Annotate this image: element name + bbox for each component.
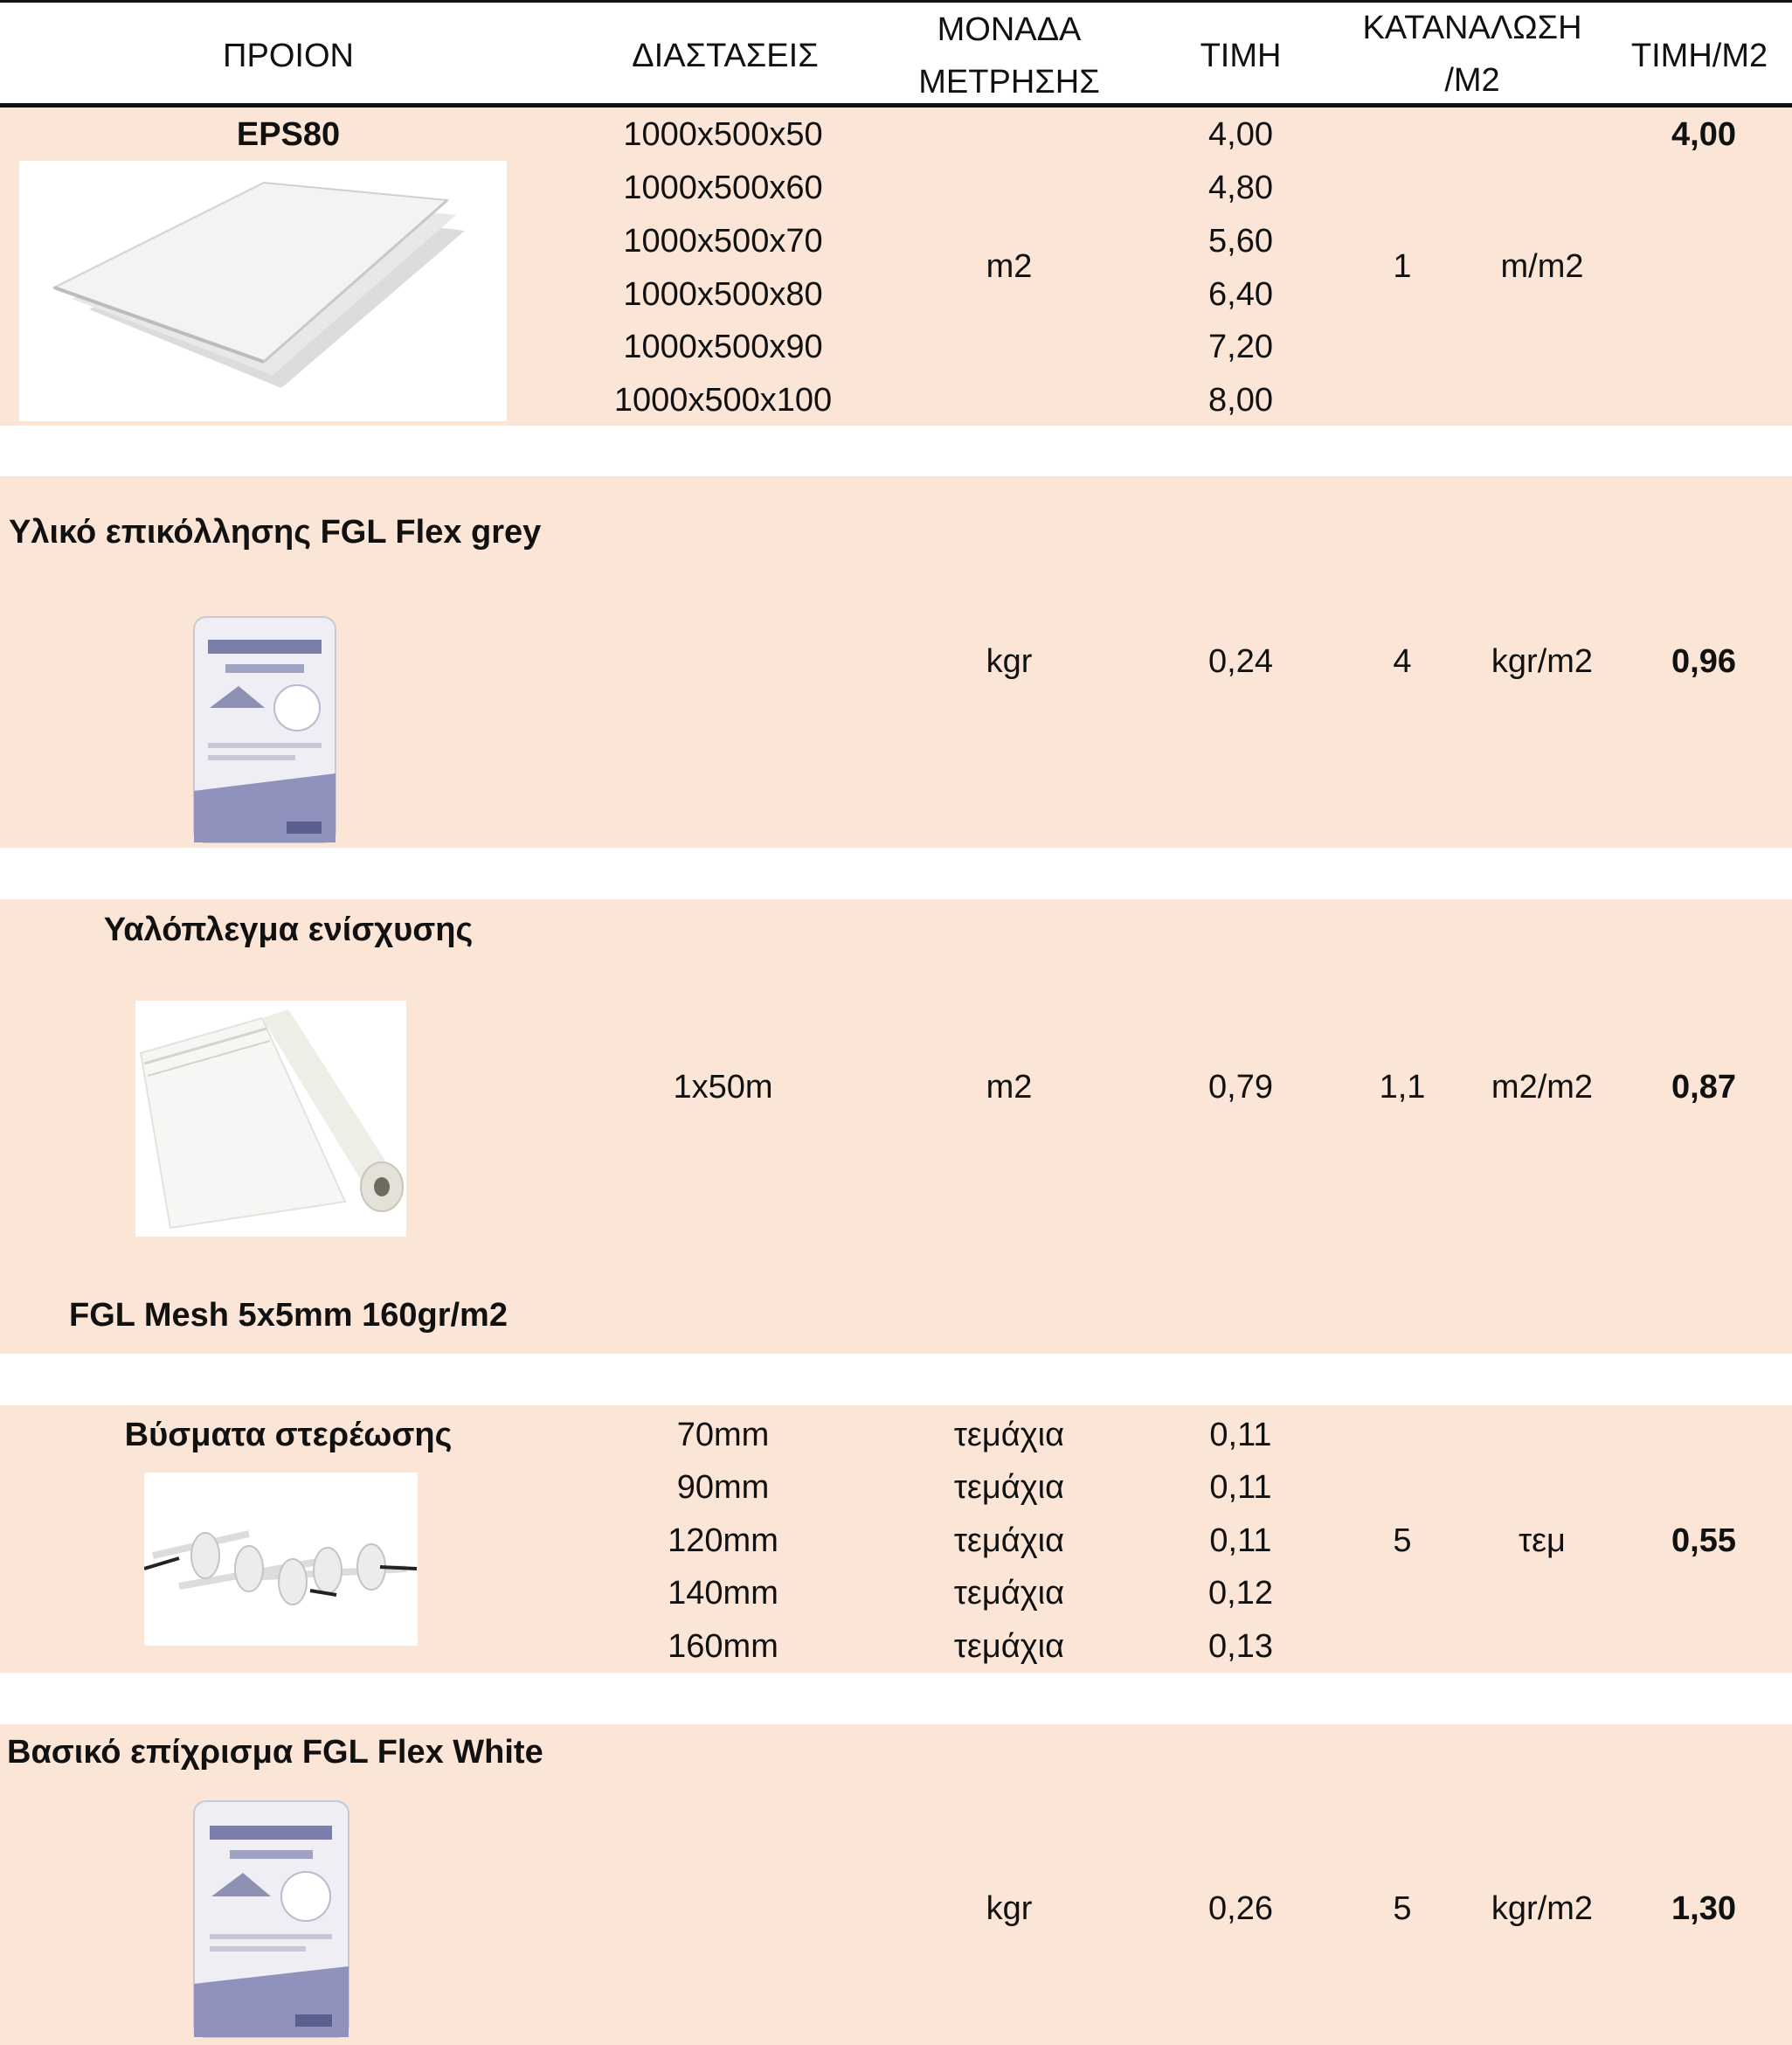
- top-rule: [0, 0, 1792, 3]
- price-per-m2-value: 0,96: [1671, 643, 1736, 680]
- product-name: EPS80: [236, 116, 341, 153]
- price-value: 4,00: [1208, 116, 1273, 153]
- mesh-roll-image: [135, 1001, 406, 1237]
- dimension-value: 70mm: [676, 1417, 770, 1453]
- consumption-unit: kgr/m2: [1491, 643, 1594, 680]
- unit-value: kgr: [986, 643, 1033, 680]
- price-value: 0,26: [1208, 1890, 1273, 1927]
- eps-board-stack-image: [19, 161, 507, 421]
- consumption-value: 5: [1393, 1890, 1412, 1927]
- product-name: Βύσματα στερέωσης: [124, 1417, 453, 1453]
- price-per-m2-value: 4,00: [1671, 116, 1736, 153]
- price-per-m2-value: 1,30: [1671, 1890, 1736, 1927]
- price-value: 0,11: [1209, 1469, 1272, 1506]
- header-unit-line1: ΜΟΝΑΔΑ: [937, 11, 1082, 48]
- unit-value: τεμάχια: [953, 1469, 1065, 1506]
- consumption-value: 5: [1393, 1522, 1412, 1559]
- price-per-m2-value: 0,87: [1671, 1069, 1736, 1106]
- unit-value: τεμάχια: [953, 1628, 1065, 1665]
- header-product: ΠΡΟΙΟΝ: [223, 38, 354, 74]
- unit-value: m2: [986, 248, 1033, 285]
- dimension-value: 1000x500x50: [623, 116, 823, 153]
- consumption-unit: m/m2: [1500, 248, 1584, 285]
- price-value: 0,79: [1208, 1069, 1273, 1106]
- dimension-value: 160mm: [668, 1628, 778, 1665]
- price-value: 5,60: [1208, 223, 1273, 260]
- dimension-value: 120mm: [668, 1522, 778, 1559]
- anchor-dowels-image: [144, 1473, 418, 1646]
- product-name: Υλικό επικόλλησης FGL Flex grey: [9, 514, 542, 551]
- unit-value: τεμάχια: [953, 1522, 1065, 1559]
- unit-value: τεμάχια: [953, 1417, 1065, 1453]
- unit-value: kgr: [986, 1890, 1033, 1927]
- unit-value: τεμάχια: [953, 1575, 1065, 1612]
- dimension-value: 1000x500x60: [623, 170, 823, 206]
- unit-value: m2: [986, 1069, 1033, 1106]
- price-value: 0,11: [1209, 1522, 1272, 1559]
- price-value: 4,80: [1208, 170, 1273, 206]
- dimension-value: 1000x500x90: [623, 329, 823, 365]
- consumption-value: 1,1: [1379, 1069, 1426, 1106]
- dimension-value: 1000x500x70: [623, 223, 823, 260]
- consumption-value: 4: [1393, 643, 1412, 680]
- consumption-unit: τεμ: [1519, 1522, 1566, 1559]
- header-consumption-line1: ΚΑΤΑΝΑΛΩΣΗ: [1362, 10, 1582, 46]
- product-subtitle: FGL Mesh 5x5mm 160gr/m2: [69, 1297, 508, 1334]
- consumption-unit: kgr/m2: [1491, 1890, 1594, 1927]
- product-name: Βασικό επίχρισμα FGL Flex White: [7, 1734, 543, 1771]
- plaster-bag-image: [190, 1796, 352, 2041]
- consumption-unit: m2/m2: [1491, 1069, 1594, 1106]
- dimension-value: 1x50m: [673, 1069, 773, 1106]
- dimension-value: 90mm: [676, 1469, 770, 1506]
- dimension-value: 140mm: [668, 1575, 778, 1612]
- header-consumption-line2: /Μ2: [1444, 62, 1500, 99]
- price-value: 7,20: [1208, 329, 1273, 365]
- price-value: 0,11: [1209, 1417, 1272, 1453]
- price-value: 0,12: [1208, 1575, 1273, 1612]
- header-price-per-m2: ΤΙΜΗ/Μ2: [1630, 38, 1768, 74]
- dimension-value: 1000x500x100: [613, 382, 833, 419]
- adhesive-bag-image: [190, 612, 339, 846]
- price-per-m2-value: 0,55: [1671, 1522, 1736, 1559]
- header-unit-line2: ΜΕΤΡΗΣΗΣ: [918, 64, 1100, 101]
- product-name: Υαλόπλεγμα ενίσχυσης: [103, 912, 474, 948]
- price-value: 8,00: [1208, 382, 1273, 419]
- price-value: 0,24: [1208, 643, 1273, 680]
- header-price: ΤΙΜΗ: [1200, 38, 1282, 74]
- consumption-value: 1: [1393, 248, 1412, 285]
- price-value: 6,40: [1208, 276, 1273, 313]
- price-value: 0,13: [1208, 1628, 1273, 1665]
- header-dimensions: ΔΙΑΣΤΑΣΕΙΣ: [632, 38, 819, 74]
- dimension-value: 1000x500x80: [623, 276, 823, 313]
